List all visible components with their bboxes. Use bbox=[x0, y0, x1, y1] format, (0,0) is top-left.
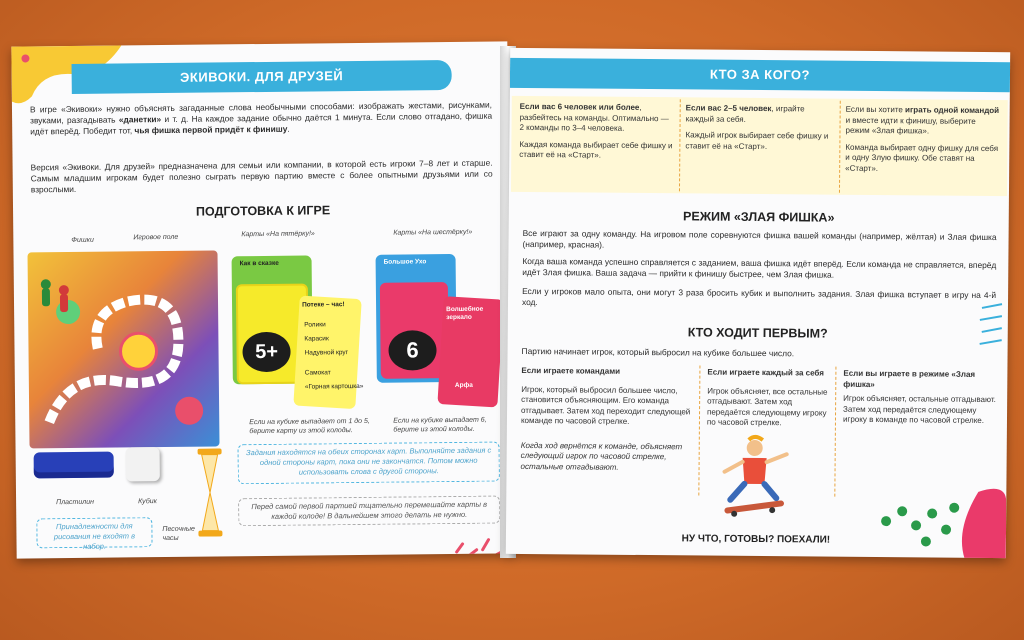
caption-dice-1to5: Если на кубике выпадает от 1 до 5, берите карту из этой колоды. bbox=[249, 417, 370, 436]
note-accessories: Принадлежности для рисования не входят в набор. bbox=[36, 517, 152, 548]
six-badge: 6 bbox=[388, 330, 436, 371]
lets-go-text: НУ ЧТО, ГОТОВЫ? ПОЕХАЛИ! bbox=[681, 533, 831, 546]
hourglass-icon bbox=[196, 448, 225, 536]
chips-icon bbox=[36, 274, 77, 324]
version-paragraph: Версия «Экивоки. Для друзей» предназначена для семьи или компании, в которой есть игроки 7–8 лет и старше. Самым младшим игрокам будет полезно сыграть первую партию вместе с более опытными друзьями или со взрослыми. bbox=[30, 157, 493, 195]
card-list-item: Арфа bbox=[454, 381, 473, 389]
note-tasks: Задания находятся на обеих сторонах карт. Выполняйте задания с одной стороны карт, пока они не закончатся. Потом можно использовать слова с другой стороны. bbox=[238, 442, 500, 485]
column-divider bbox=[834, 367, 837, 497]
evil-paragraph-2: Когда ваша команда успешно справляется с заданием, ваша фишка идёт вперёд. Если команда не справляется, вперёд идёт Злая фишка. Ваша задача — прийти к финишу быстрее, чем Злая фишка. bbox=[522, 255, 997, 280]
card-list-item: Волшебное зеркало bbox=[446, 305, 484, 322]
plasticine-icon bbox=[34, 452, 114, 479]
teams-col-2to5: Если вас 2–5 человек, играйте каждый за себя. Каждый игрок выбирает себе фишку и ставит её на «Старт». bbox=[685, 103, 829, 151]
card-list-item: «Горная картошка» bbox=[304, 382, 364, 391]
evil-paragraph-1: Все играют за одну команду. На игровом поле соревнуются фишка вашей команды (например, жёлтая) и Злая фишка (например, красная). bbox=[522, 227, 997, 250]
card-list-item: Самокат bbox=[304, 369, 331, 377]
teams-banner: КТО ЗА КОГО? bbox=[510, 58, 1010, 92]
note-first-game: Перед самой первой партией тщательно перемешайте карты в каждой колоде! В дальнейшем этого делать не нужно. bbox=[238, 496, 500, 527]
dots-decoration bbox=[866, 481, 1007, 558]
label-plasticine: Пластилин bbox=[56, 498, 94, 507]
label-hourglass: Песочные часы bbox=[162, 525, 195, 543]
prep-heading: ПОДГОТОВКА К ИГРЕ bbox=[195, 203, 331, 219]
card-list-item: Ролики bbox=[304, 321, 326, 329]
label-cards5: Карты «На пятёрку!» bbox=[241, 230, 315, 239]
page-title: ЭКИВОКИ. ДЛЯ ДРУЗЕЙ bbox=[72, 60, 452, 94]
left-page bbox=[11, 41, 512, 558]
label-chips: Фишки bbox=[71, 236, 94, 244]
label-board: Игровое поле bbox=[133, 233, 179, 242]
card-list-item: Карасик bbox=[304, 335, 329, 343]
card-list-item: Потеке – час! bbox=[302, 301, 345, 309]
evil-chip-heading: РЕЖИМ «ЗЛАЯ ФИШКА» bbox=[682, 209, 835, 225]
label-dice: Кубик bbox=[138, 498, 157, 506]
dice-icon bbox=[126, 447, 160, 481]
card-green-title: Как в сказке bbox=[239, 259, 279, 268]
card-list-item: Надувной круг bbox=[304, 349, 349, 357]
evil-paragraph-3: Если у игроков мало опыта, они могут 3 раза бросить кубик и выполнить задания. Злая фишка вступает в игру на 4-й ход. bbox=[521, 285, 997, 308]
teams-col-6plus: Если вас 6 человек или более, разбейтесь на команды. Оптимально — 2 команды по 3–4 человека. Каждая команда выбирает себе фишку и ставит её на «Старт». bbox=[519, 101, 673, 160]
label-cards6: Карты «На шестёрку!» bbox=[393, 228, 473, 237]
teams-col-one-team: Если вы хотите играть одной командой и вместе идти к финишу, выберите режим «Злая фишка». Команда выбирает одну фишку для себя и одну Злую фишку. Обе ставят на «Старт». bbox=[845, 104, 1000, 173]
first-col-teams: Если играете командами Игрок, который выбросил большее число, становится объясняющим. Его команда отгадывает. Затем ход переходит следующей команде по часовой стрелке. Когда ход вернётся к команде, объясняет следующий игрок по часовой стрелке, остальные отгадывают. bbox=[520, 365, 691, 472]
caption-dice-6: Если на кубике выпадает 6, берите из этой колоды. bbox=[393, 416, 487, 434]
first-col-evil: Если вы играете в режиме «Злая фишка» Игрок объясняет, остальные отгадывают. Затем ход передаётся следующему игроку в команде по часовой стрелке. bbox=[842, 368, 996, 425]
first-move-heading: КТО ХОДИТ ПЕРВЫМ? bbox=[687, 325, 828, 341]
intro-paragraph: В игре «Экивоки» нужно объяснять загаданные слова необычными способами: изображать жестами, рисунками, звуками, разгадывать «данетки» и т. д. На каждое задание обычно даётся 1 минута. Если слово отгадано, фишка идёт вперёд. Победит тот, чья фишка первой придёт к финишу. bbox=[29, 99, 493, 137]
first-move-intro: Партию начинает игрок, который выбросил на кубике большее число. bbox=[521, 345, 795, 359]
right-page bbox=[506, 48, 1010, 558]
column-divider bbox=[698, 365, 701, 495]
skateboarder-illustration bbox=[710, 434, 801, 525]
five-badge: 5+ bbox=[242, 332, 290, 373]
squiggle-decoration bbox=[977, 302, 1008, 362]
first-col-each: Если играете каждый за себя Игрок объясняет, все остальные отгадывают. Затем ход передаётся следующему игроку по часовой стрелке. bbox=[706, 367, 828, 428]
card-blue-title: Большое Ухо bbox=[383, 258, 427, 266]
